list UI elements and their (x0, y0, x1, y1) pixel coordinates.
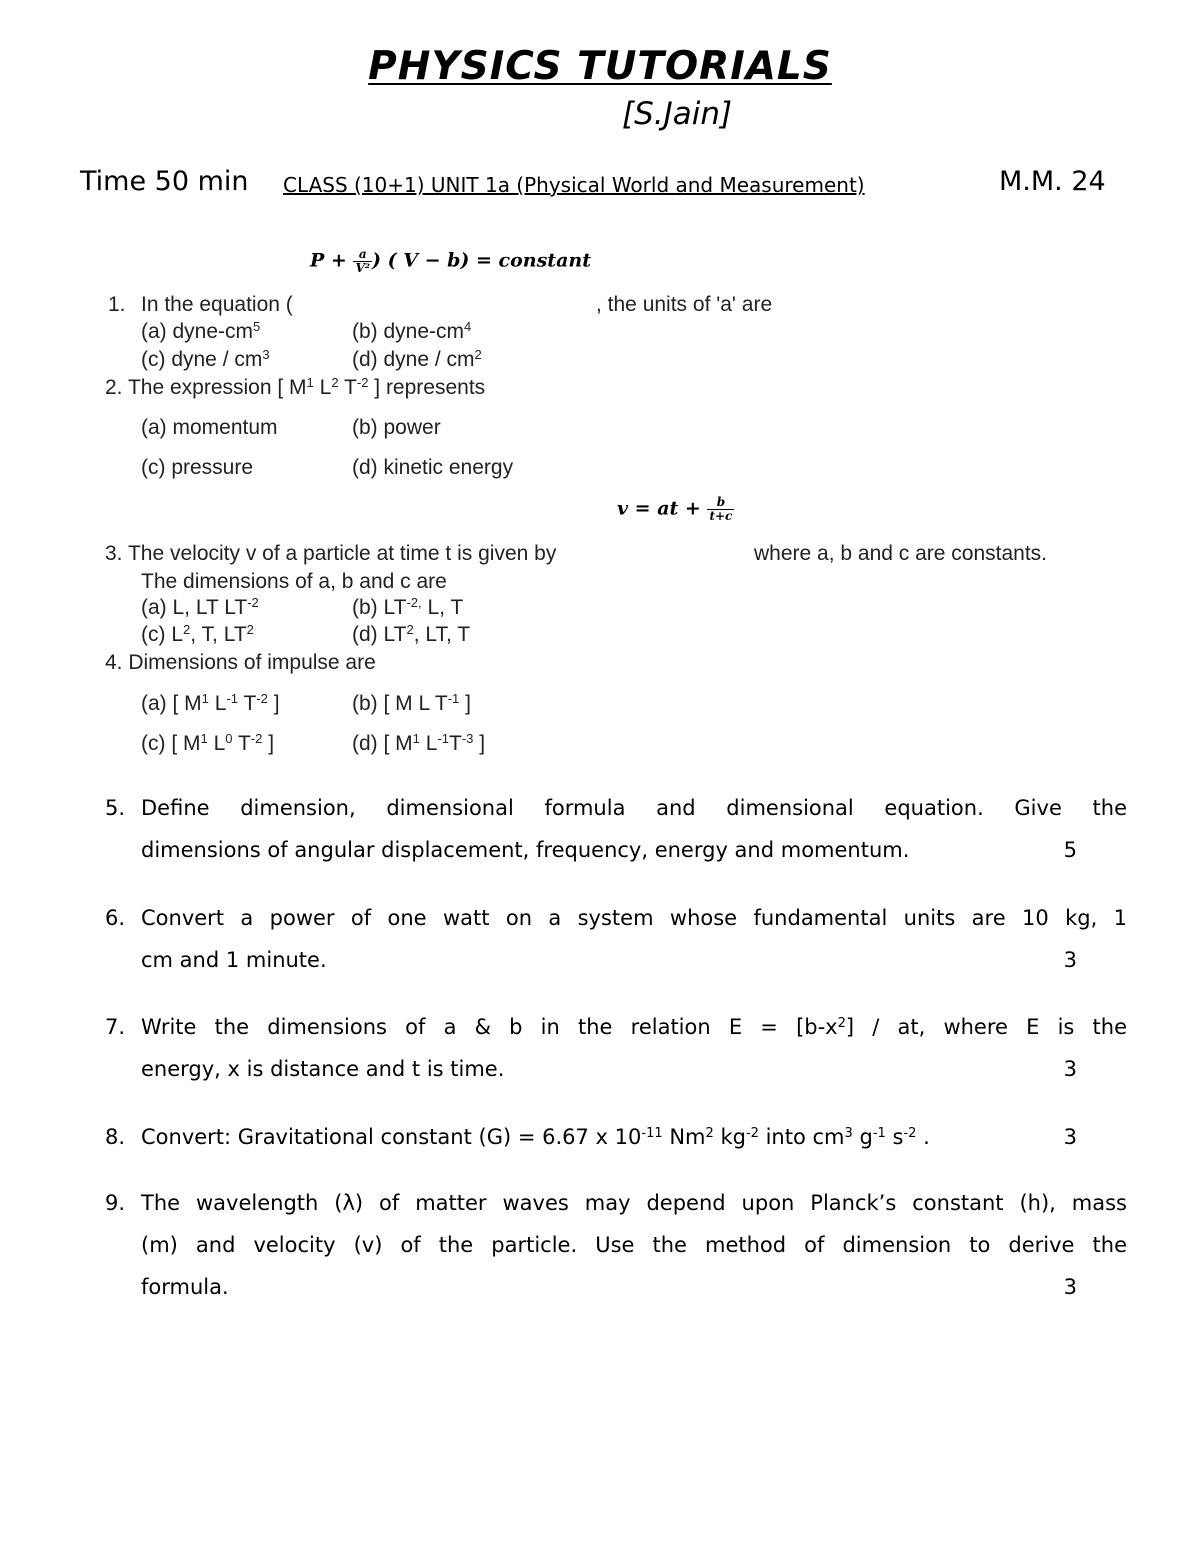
q4-option-a: (a) [ $M^1$ $L^{-1}$ $T^{-2}$ ] (141, 690, 280, 715)
question-6 (105, 897, 1127, 981)
q7-number: 7. (105, 1015, 126, 1039)
q8-line1: Convert: Gravitational constant (G) = 6.67 x $10^{-11}$ Nm$^2$ $kg^{-2}$ into $cm^3$ $g^{-1}$ $s^{-2}$ . 3 (141, 1116, 1127, 1158)
q1-option-c: (c) dyne / $cm^3$ (141, 346, 270, 371)
q7-line1: Write the dimensions of a & b in the relation $E = [b-x^2]$ / at, where E is the (141, 1015, 1127, 1039)
author: [S.Jain] (622, 96, 733, 132)
q4-stem: 4. Dimensions of impulse are (105, 651, 376, 674)
q6-marks: 3 (1063, 948, 1077, 972)
time-limit: Time 50 min (80, 166, 249, 197)
q9-number: 9. (105, 1191, 126, 1215)
q8-marks: 3 (1063, 1125, 1077, 1149)
page-title: PHYSICS TUTORIALS (368, 44, 832, 89)
q6-line2: cm and 1 minute. (141, 948, 327, 972)
q1-stem-end: , the units of 'a' are (596, 293, 773, 316)
formula-velocity: v = at + $\frac{b}{t+c}$ (617, 495, 733, 523)
q1-option-d: (d) dyne / $cm^2$ (352, 346, 482, 371)
formula-fraction: $\frac{a}{\text{V²}}$ (355, 247, 371, 275)
q3-option-c: (c) $L^2$, T, $LT^2$ (141, 621, 254, 646)
q2-option-d: (d) kinetic energy (352, 456, 514, 479)
q2-stem: 2. The expression [ $M^1$ $L^2$ $T^{-2}$ ] represents (105, 374, 486, 399)
q9-line2: (m) and velocity (v) of the particle. Use the method of dimension to derive the (141, 1233, 1127, 1257)
q6-number: 6. (105, 906, 126, 930)
q9-line1: The wavelength (λ) of matter waves may depend upon Planck’s constant (h), mass (141, 1191, 1127, 1215)
q8-number: 8. (105, 1125, 126, 1149)
formula-fraction: $\frac{b}{t+c}$ (709, 495, 733, 523)
q1-stem: In the equation ( (141, 293, 293, 316)
formula-van-der-waals: P + $\frac{a}{\text{V²}}$ ) ( V − b) = constant (310, 247, 591, 275)
q5-number: 5. (105, 796, 126, 820)
q3-stem: 3. The velocity v of a particle at time t is given by (105, 542, 557, 565)
q2-option-c: (c) pressure (141, 456, 254, 479)
q5-line1: Define dimension, dimensional formula and dimensional equation. Give the (141, 796, 1127, 820)
q2-option-a: (a) momentum (141, 416, 278, 439)
max-marks: M.M. 24 (999, 166, 1106, 197)
q3-stem-end: where a, b and c are constants. (754, 542, 1048, 565)
q1-option-b: (b) dyne-$cm^4$ (352, 318, 472, 343)
q3-stem-line2: The dimensions of a, b and c are (141, 570, 447, 593)
q5-line2: dimensions of angular displacement, frequency, energy and momentum. (141, 838, 910, 862)
question-8 (105, 1116, 1127, 1158)
q6-line1: Convert a power of one watt on a system whose fundamental units are 10 kg, 1 (141, 906, 1127, 930)
q4-option-c: (c) [ $M^1$ $L^0$ $T^{-2}$ ] (141, 730, 275, 755)
q1-option-a: (a) dyne-$cm^5$ (141, 318, 261, 343)
q2-option-b: (b) power (352, 416, 441, 439)
q1-number: 1. (108, 293, 126, 316)
question-5 (105, 787, 1127, 871)
question-9 (105, 1182, 1127, 1308)
q3-option-a: (a) L, LT $LT^{-2}$ (141, 594, 259, 619)
q5-marks: 5 (1063, 838, 1077, 862)
question-7 (105, 1006, 1127, 1090)
q9-marks: 3 (1063, 1275, 1077, 1299)
q7-line2: energy, x is distance and t is time. (141, 1057, 505, 1081)
class-unit: CLASS (10+1) UNIT 1a (Physical World and Measurement) (283, 173, 865, 197)
q3-option-d: (d) $LT^2$, LT, T (352, 621, 471, 646)
q3-option-b: (b) $LT^{-2,}$ L, T (352, 594, 464, 619)
q4-option-d: (d) [ $M^1$ $L^{-1}T^{-3}$ ] (352, 730, 486, 755)
q7-marks: 3 (1063, 1057, 1077, 1081)
q4-option-b: (b) [ M L $T^{-1}$ ] (352, 690, 471, 715)
q9-line3: formula. (141, 1275, 229, 1299)
